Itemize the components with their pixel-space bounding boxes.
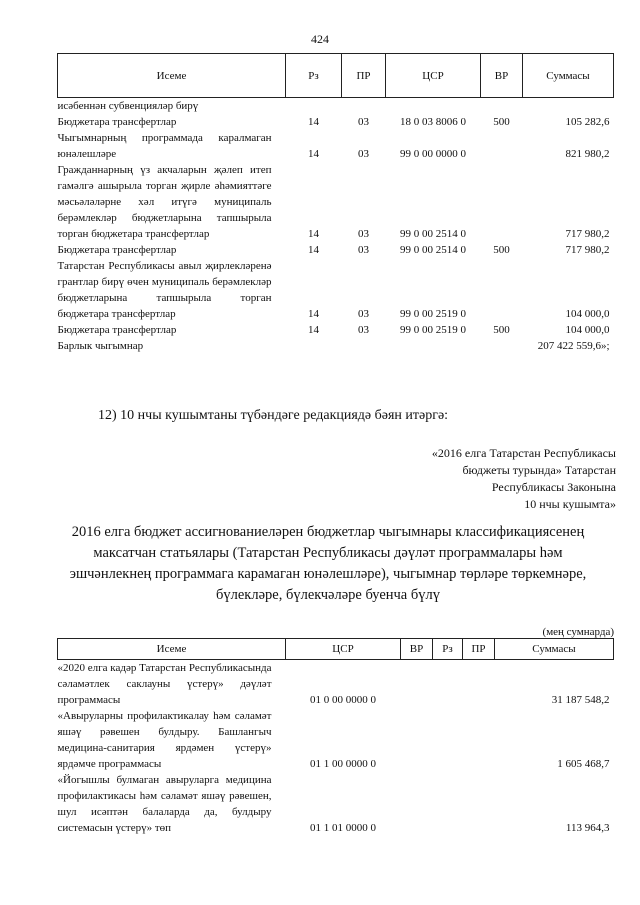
cell-vr: 500: [493, 324, 510, 336]
cell-rz: [286, 98, 342, 115]
cell-pr: 03: [358, 308, 369, 320]
cell-pr: [342, 338, 386, 354]
col-header-pr: ПР: [463, 639, 495, 660]
cell-rz: 14: [308, 324, 319, 336]
cell-rz: [433, 660, 463, 709]
cell-pr: 03: [358, 116, 369, 128]
cell-pr: [463, 772, 495, 836]
table-row: [58, 708, 614, 772]
cell-csr: 01 1 01 0000 0: [310, 822, 376, 834]
annex-line: «2016 елга Татарстан Республикасы: [431, 446, 616, 460]
table-row: [58, 242, 614, 258]
cell-pr: [463, 708, 495, 772]
amendment-item-12: 12) 10 нчы кушымтаны түбәндәге редакциядә бәян итәргә:: [98, 408, 449, 423]
units-note: (мең сумнарда): [542, 626, 614, 638]
cell-csr: 01 1 00 0000 0: [310, 758, 376, 770]
cell-vr: 500: [493, 244, 510, 256]
cell-sum: 104 000,0: [565, 308, 610, 320]
table-row: [58, 162, 614, 242]
col-header-name: Исеме: [58, 54, 286, 98]
cell-vr: 500: [493, 116, 510, 128]
cell-sum: 717 980,2: [565, 228, 610, 240]
annex-reference: [432, 445, 616, 513]
cell-name: Бюджетара трансфертлар: [57, 116, 177, 128]
cell-name: Гражданнарның үз акчаларын җәлеп итеп гамәлгә ашырыла торган җирле әһәмияттәге мәсьәләләрне хәл итүгә муниципаль берәмлекләр бюджетларына тапшырыла торган бюджетара трансфертлар: [57, 164, 272, 240]
cell-rz: 14: [308, 148, 319, 160]
cell-vr: [481, 162, 523, 242]
table-row: [58, 130, 614, 162]
cell-csr: 18 0 03 8006 0: [400, 116, 466, 128]
cell-csr: [386, 338, 481, 354]
table-row: [58, 322, 614, 338]
cell-sum: 207 422 559,6»;: [537, 340, 610, 352]
cell-name: Татарстан Республикасы авыл җирлекләренә грантлар бирү өчен муниципаль берәмлекләр бюджетларына тапшырыла торган бюджетара трансфертлар: [57, 260, 272, 320]
cell-vr: [401, 660, 433, 709]
cell-csr: 99 0 00 2519 0: [400, 324, 466, 336]
cell-vr: [481, 98, 523, 115]
table-row: [58, 258, 614, 322]
col-header-pr: ПР: [342, 54, 386, 98]
cell-pr: 03: [358, 148, 369, 160]
cell-sum: 104 000,0: [565, 324, 610, 336]
cell-sum: 113 964,3: [565, 822, 610, 834]
title-line: максатчан статьялары (Татарстан Республикасы дәүләт программалары һәм: [93, 545, 563, 561]
cell-rz: [433, 708, 463, 772]
cell-csr: [386, 98, 481, 115]
cell-pr: 03: [358, 244, 369, 256]
cell-name: «2020 елга кадәр Татарстан Республикасында сәламәтлек саклауны үстерү» дәүләт программасы: [57, 662, 272, 706]
annex-line: бюджеты турында» Татарстан: [462, 463, 616, 477]
cell-name: «Авыруларны профилактикалау һәм сәламәт яшәү рәвешен булдыру. Башлангыч медицина-санитария ярдәмен үстерү» ярдәмче программасы: [57, 710, 272, 770]
table-header-row: [58, 54, 614, 98]
col-header-rz: Рз: [286, 54, 342, 98]
cell-csr: 01 0 00 0000 0: [310, 694, 376, 706]
col-header-vr: ВР: [481, 54, 523, 98]
col-header-sum: Суммасы: [495, 639, 614, 660]
cell-vr: [481, 338, 523, 354]
cell-csr: 99 0 00 2519 0: [400, 308, 466, 320]
table-total-row: [58, 338, 614, 354]
cell-vr: [481, 258, 523, 322]
budget-allocation-table: [57, 638, 614, 836]
col-header-sum: Суммасы: [523, 54, 614, 98]
cell-vr: [401, 772, 433, 836]
title-line: бүлекләре, бүлекчәләре буенча бүлү: [216, 587, 440, 603]
cell-pr: 03: [358, 228, 369, 240]
page-number: 424: [311, 32, 329, 46]
table-row: [58, 660, 614, 709]
cell-rz: [286, 338, 342, 354]
col-header-vr: ВР: [401, 639, 433, 660]
table-row: [58, 98, 614, 115]
cell-rz: 14: [308, 244, 319, 256]
cell-vr: [481, 130, 523, 162]
cell-pr: 03: [358, 324, 369, 336]
cell-name: Бюджетара трансфертлар: [57, 324, 177, 336]
col-header-name: Исеме: [58, 639, 286, 660]
table-row: [58, 114, 614, 130]
col-header-rz: Рз: [433, 639, 463, 660]
cell-name: Барлык чыгымнар: [57, 340, 144, 352]
table-row: [58, 772, 614, 836]
col-header-csr: ЦСР: [286, 639, 401, 660]
cell-name: «Йогышлы булмаган авыруларга медицина профилактикасы һәм сәламәт яшәү рәвешен, шул исәптән балаларда да, булдыру системасын үстерү» төп: [57, 774, 272, 834]
cell-pr: [342, 98, 386, 115]
cell-sum: 717 980,2: [565, 244, 610, 256]
annex-line: 10 нчы кушымта»: [524, 497, 616, 511]
cell-rz: 14: [308, 228, 319, 240]
cell-rz: 14: [308, 116, 319, 128]
cell-sum: 821 980,2: [565, 148, 610, 160]
table-header-row: [58, 639, 614, 660]
title-line: 2016 елга бюджет ассигнованиеләрен бюджетлар чыгымнары классификациясенең: [71, 524, 585, 540]
cell-vr: [401, 708, 433, 772]
cell-sum: 105 282,6: [565, 116, 610, 128]
cell-name: исәбеннән субвенцияләр бирү: [57, 100, 199, 112]
cell-sum: 31 187 548,2: [551, 694, 610, 706]
cell-csr: 99 0 00 0000 0: [400, 148, 466, 160]
document-title: [40, 522, 616, 606]
title-line: эшчәнлекнең программага карамаган юнәлешләре), чыгымнар төрләре төркемнәре,: [69, 566, 587, 582]
cell-sum: [523, 98, 614, 115]
cell-csr: 99 0 00 2514 0: [400, 244, 466, 256]
col-header-csr: ЦСР: [386, 54, 481, 98]
annex-line: Республикасы Законына: [491, 480, 616, 494]
cell-rz: 14: [308, 308, 319, 320]
cell-sum: 1 605 468,7: [557, 758, 610, 770]
cell-name: Чыгымнарның программада каралмаган юнәлешләре: [57, 132, 272, 160]
cell-name: Бюджетара трансфертлар: [57, 244, 177, 256]
cell-pr: [463, 660, 495, 709]
cell-rz: [433, 772, 463, 836]
budget-table-continuation: [57, 53, 614, 354]
cell-csr: 99 0 00 2514 0: [400, 228, 466, 240]
